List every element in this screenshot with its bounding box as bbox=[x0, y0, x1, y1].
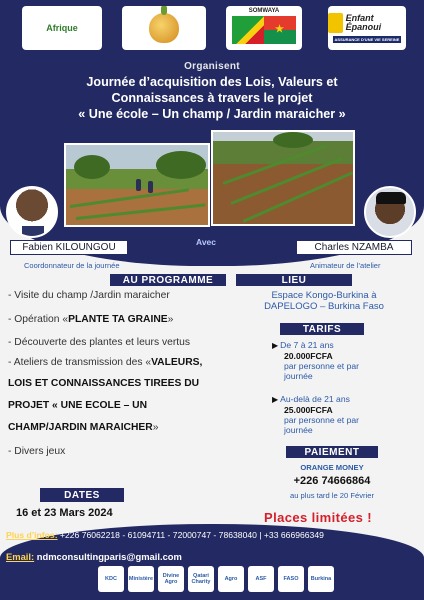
partner-logo: Divine Agro bbox=[158, 566, 184, 592]
partner-logo: Qatari Charity bbox=[188, 566, 214, 592]
programme-item: CHAMP/JARDIN MARAICHER» bbox=[8, 422, 159, 433]
partner-logo: Agro bbox=[218, 566, 244, 592]
programme-item: LOIS ET CONNAISSANCES TIREES DU bbox=[8, 378, 200, 389]
programme-header: AU PROGRAMME bbox=[110, 274, 226, 286]
event-title: Journée d’acquisition des Lois, Valeurs et Connaissances à travers le projet « Une école – Un champ / Jardin maraicher » bbox=[78, 75, 346, 121]
logo-enfant-epanoui: Enfant Épanoui ASSURANCE D'UNE VIE SEREINE bbox=[328, 6, 406, 50]
flag-icon: ★ bbox=[232, 16, 296, 44]
programme-item: - Divers jeux bbox=[8, 446, 66, 457]
payment-method: ORANGE MONEY bbox=[300, 463, 364, 472]
programme-item: - Découverte des plantes et leurs vertus bbox=[8, 337, 191, 348]
role-charles: Animateur de l’atelier bbox=[310, 261, 381, 270]
programme-item: - Ateliers de transmission des «VALEURS, bbox=[8, 357, 203, 368]
contact-info: Plus d’infos: +226 76062218 - 61094711 - 72000747 - 78638040 | +33 666966349 bbox=[6, 530, 324, 540]
arrow-right-icon: ▶ bbox=[272, 341, 279, 350]
payment-phone: +226 74666864 bbox=[293, 475, 371, 487]
dates-header: DATES bbox=[40, 488, 124, 502]
logo-mark-icon bbox=[328, 13, 343, 33]
avec-label: Avec bbox=[196, 237, 217, 247]
partner-logo: Burkina bbox=[308, 566, 334, 592]
partner-logo: Ministère bbox=[128, 566, 154, 592]
partner-logo: FASO bbox=[278, 566, 304, 592]
onion-icon bbox=[149, 13, 179, 43]
logo-row bbox=[0, 4, 424, 52]
lieu-address: Espace Kongo-Burkina à DAPELOGO – Burkina Faso bbox=[264, 290, 384, 312]
name-fabien: Fabien KILOUNGOU bbox=[10, 240, 128, 255]
logo-somwaya: SOMWAYA ★ bbox=[226, 6, 302, 50]
arrow-right-icon: ▶ bbox=[272, 395, 279, 404]
tarif-youth: ▶ De 7 à 21 ans 20.000FCFA par personne et par journée bbox=[272, 340, 360, 381]
field-photo-1 bbox=[64, 143, 210, 227]
programme-item: - Visite du champ /Jardin maraicher bbox=[8, 290, 170, 301]
partner-logo: KDC bbox=[98, 566, 124, 592]
tarifs-header: TARIFS bbox=[280, 323, 364, 335]
programme-item: PROJET « UNE ECOLE – UN bbox=[8, 400, 148, 411]
programme-item: - Opération «PLANTE TA GRAINE» bbox=[8, 314, 174, 325]
logo-afrique: Afrique bbox=[22, 6, 102, 50]
tarif-adult: ▶ Au-delà de 21 ans 25.000FCFA par personne et par journée bbox=[272, 394, 360, 435]
places-limitees: Places limitées ! bbox=[264, 510, 372, 525]
payment-deadline: au plus tard le 20 Février bbox=[290, 491, 374, 500]
avatar-charles bbox=[364, 186, 416, 238]
logo-onion bbox=[122, 6, 206, 50]
connector-line bbox=[128, 247, 296, 249]
name-charles: Charles NZAMBA bbox=[296, 240, 412, 255]
dates-value: 16 et 23 Mars 2024 bbox=[16, 507, 113, 519]
avatar-fabien bbox=[6, 186, 58, 238]
organisent-label: Organisent bbox=[184, 61, 240, 72]
partner-logo: ASF bbox=[248, 566, 274, 592]
contact-email: Email: ndmconsultingparis@gmail.com bbox=[6, 551, 182, 562]
paiement-header: PAIEMENT bbox=[286, 446, 378, 458]
partner-logos bbox=[98, 566, 338, 596]
field-photo-2 bbox=[211, 130, 355, 226]
lieu-header: LIEU bbox=[236, 274, 352, 286]
role-fabien: Coordonnateur de la journée bbox=[24, 261, 120, 270]
